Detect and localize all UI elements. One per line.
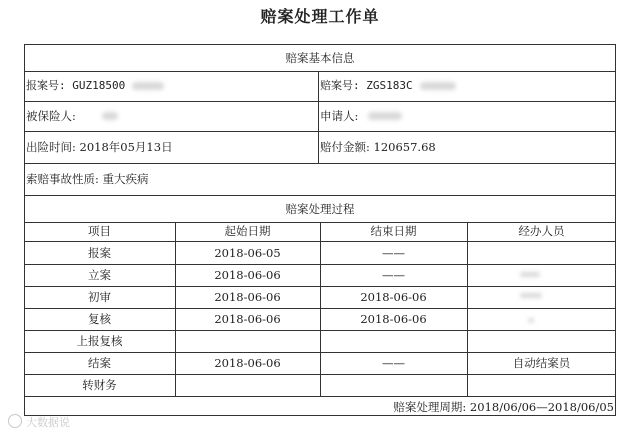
row-start-date: 2018-06-06 — [214, 290, 281, 304]
redaction-blur — [528, 318, 534, 323]
row-divider — [24, 396, 616, 397]
row-divider — [24, 163, 616, 164]
watermark-logo-icon — [8, 414, 22, 428]
payout-amount: 赔付金额: 120657.68 — [320, 140, 436, 154]
row-divider — [24, 71, 616, 72]
row-start-date: 2018-06-06 — [214, 312, 281, 326]
row-end-date: —— — [382, 356, 405, 370]
redaction-blur — [102, 112, 118, 120]
row-item: 报案 — [88, 246, 111, 260]
row-end-date: —— — [382, 268, 405, 282]
report-number: 报案号: GUZ18500 — [26, 79, 126, 92]
claim-nature: 索赔事故性质: 重大疾病 — [26, 172, 149, 186]
row-divider — [24, 195, 616, 196]
row-divider — [24, 131, 616, 132]
page-title: 赔案处理工作单 — [260, 7, 380, 26]
redaction-blur — [520, 293, 542, 298]
row-start-date: 2018-06-05 — [214, 246, 281, 260]
header-item: 项目 — [88, 224, 111, 238]
row-end-date: —— — [382, 246, 405, 260]
row-end-date: 2018-06-06 — [360, 312, 427, 326]
header-start-date: 起始日期 — [224, 224, 271, 238]
row-item: 转财务 — [82, 378, 117, 392]
header-end-date: 结束日期 — [370, 224, 417, 238]
column-divider — [318, 71, 319, 163]
row-item: 上报复核 — [76, 334, 123, 348]
redaction-blur — [132, 82, 164, 90]
row-start-date: 2018-06-06 — [214, 268, 281, 282]
redaction-blur — [368, 112, 402, 120]
redaction-blur — [420, 82, 456, 90]
watermark — [8, 414, 70, 430]
process-title: 赔案处理过程 — [285, 202, 355, 216]
header-handler: 经办人员 — [518, 224, 565, 238]
row-handler: 自动结案员 — [512, 356, 571, 370]
row-item: 立案 — [88, 268, 111, 282]
processing-period: 赔案处理周期: 2018/06/06—2018/06/05 — [393, 400, 614, 414]
row-item: 复核 — [88, 312, 111, 326]
claim-number: 赔案号: ZGS183C — [320, 79, 413, 92]
insured-label: 被保险人: — [26, 109, 76, 123]
incident-time: 出险时间: 2018年05月13日 — [26, 140, 173, 154]
basic-info-title: 赔案基本信息 — [285, 51, 355, 65]
row-item: 初审 — [88, 290, 111, 304]
watermark-text: 大数据说 — [26, 416, 70, 429]
row-end-date: 2018-06-06 — [360, 290, 427, 304]
row-start-date: 2018-06-06 — [214, 356, 281, 370]
row-item: 结案 — [88, 356, 111, 370]
row-divider — [24, 101, 616, 102]
redaction-blur — [520, 272, 540, 277]
applicant-label: 申请人: — [320, 109, 359, 123]
